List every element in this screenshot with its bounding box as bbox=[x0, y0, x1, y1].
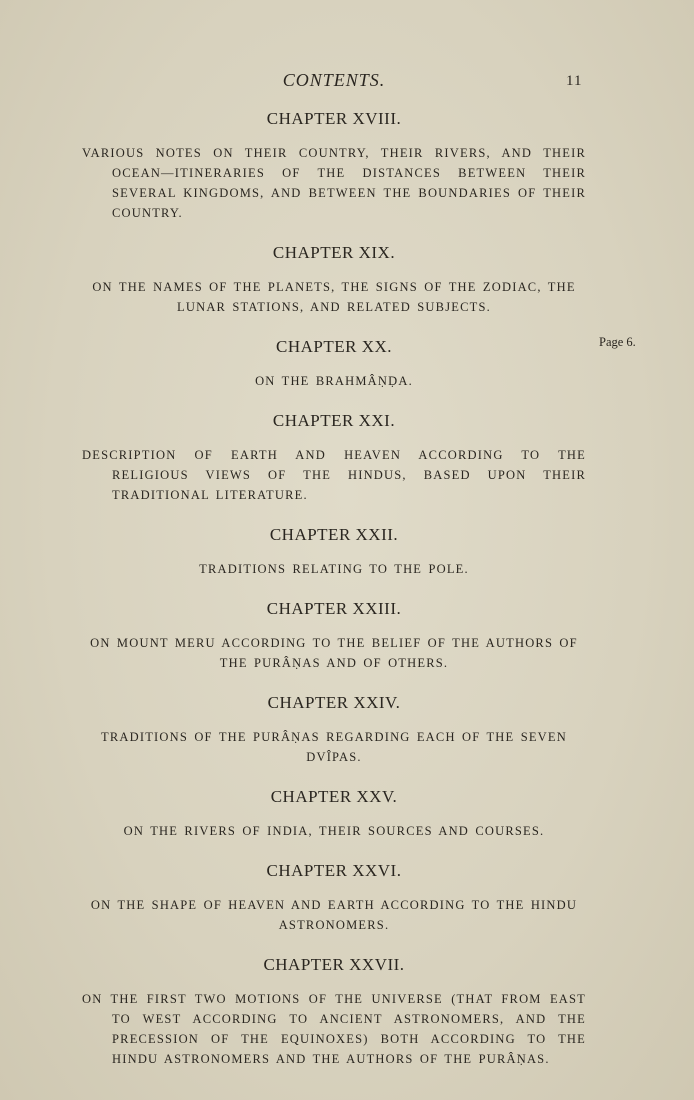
chapter-entry bbox=[82, 242, 586, 317]
chapter-entry bbox=[82, 410, 586, 505]
running-head-title: CONTENTS. bbox=[282, 70, 386, 90]
chapter-title: CHAPTER XXIV. bbox=[267, 693, 401, 712]
chapter-description: ON THE SHAPE OF HEAVEN AND EARTH ACCORDING TO THE HINDU ASTRONOMERS. bbox=[90, 898, 578, 932]
chapter-entry bbox=[82, 692, 586, 767]
chapter-description: TRADITIONS RELATING TO THE POLE. bbox=[199, 562, 469, 576]
chapter-description: ON THE BRAHMÂṆḌA. bbox=[255, 374, 413, 388]
chapter-title: CHAPTER XXIII. bbox=[266, 599, 402, 618]
chapter-description: ON MOUNT MERU ACCORDING TO THE BELIEF OF THE AUTHORS OF THE PURÂṆAS AND OF OTHERS. bbox=[90, 636, 578, 670]
chapter-title: CHAPTER XXVII. bbox=[263, 955, 405, 974]
margin-page-reference: Page 6. bbox=[599, 335, 636, 349]
chapter-entry bbox=[82, 524, 586, 579]
chapter-description: VARIOUS NOTES ON THEIR COUNTRY, THEIR RIVERS, AND THEIR OCEAN—ITINERARIES OF THE DISTANCES BETWEEN THEIR SEVERAL KINGDOMS, AND BETWEEN THE BOUNDARIES OF THEIR COUNTRY. bbox=[82, 146, 586, 220]
chapter-entry bbox=[82, 598, 586, 673]
chapter-title: CHAPTER XX. bbox=[275, 337, 392, 356]
contents-list bbox=[82, 108, 586, 1069]
chapter-description: ON THE NAMES OF THE PLANETS, THE SIGNS OF THE ZODIAC, THE LUNAR STATIONS, AND RELATED SUBJECTS. bbox=[92, 280, 576, 314]
chapter-entry bbox=[82, 954, 586, 1069]
chapter-title: CHAPTER XIX. bbox=[272, 243, 396, 262]
page-number: 11 bbox=[566, 73, 583, 89]
chapter-title: CHAPTER XXII. bbox=[269, 525, 399, 544]
chapter-description: ON THE RIVERS OF INDIA, THEIR SOURCES AND COURSES. bbox=[123, 824, 545, 838]
chapter-title: CHAPTER XXV. bbox=[270, 787, 398, 806]
chapter-entry bbox=[82, 108, 586, 223]
chapter-title: CHAPTER XXVI. bbox=[266, 861, 402, 880]
chapter-description: ON THE FIRST TWO MOTIONS OF THE UNIVERSE (THAT FROM EAST TO WEST ACCORDING TO ANCIENT ASTRONOMERS, AND THE PRECESSION OF THE EQUINOXES) BOTH ACCORDING TO THE HINDU ASTRONOMERS AND THE AUTHORS OF THE PURÂṆAS. bbox=[82, 992, 586, 1066]
chapter-entry bbox=[82, 786, 586, 841]
chapter-entry bbox=[82, 860, 586, 935]
chapter-title: CHAPTER XVIII. bbox=[266, 109, 402, 128]
chapter-title: CHAPTER XXI. bbox=[272, 411, 396, 430]
chapter-description: TRADITIONS OF THE PURÂṆAS REGARDING EACH OF THE SEVEN DVÎPAS. bbox=[101, 730, 567, 764]
chapter-description: DESCRIPTION OF EARTH AND HEAVEN ACCORDING TO THE RELIGIOUS VIEWS OF THE HINDUS, BASED UPON THEIR TRADITIONAL LITERATURE. bbox=[82, 448, 586, 502]
running-head bbox=[0, 70, 694, 94]
chapter-entry bbox=[82, 336, 586, 391]
